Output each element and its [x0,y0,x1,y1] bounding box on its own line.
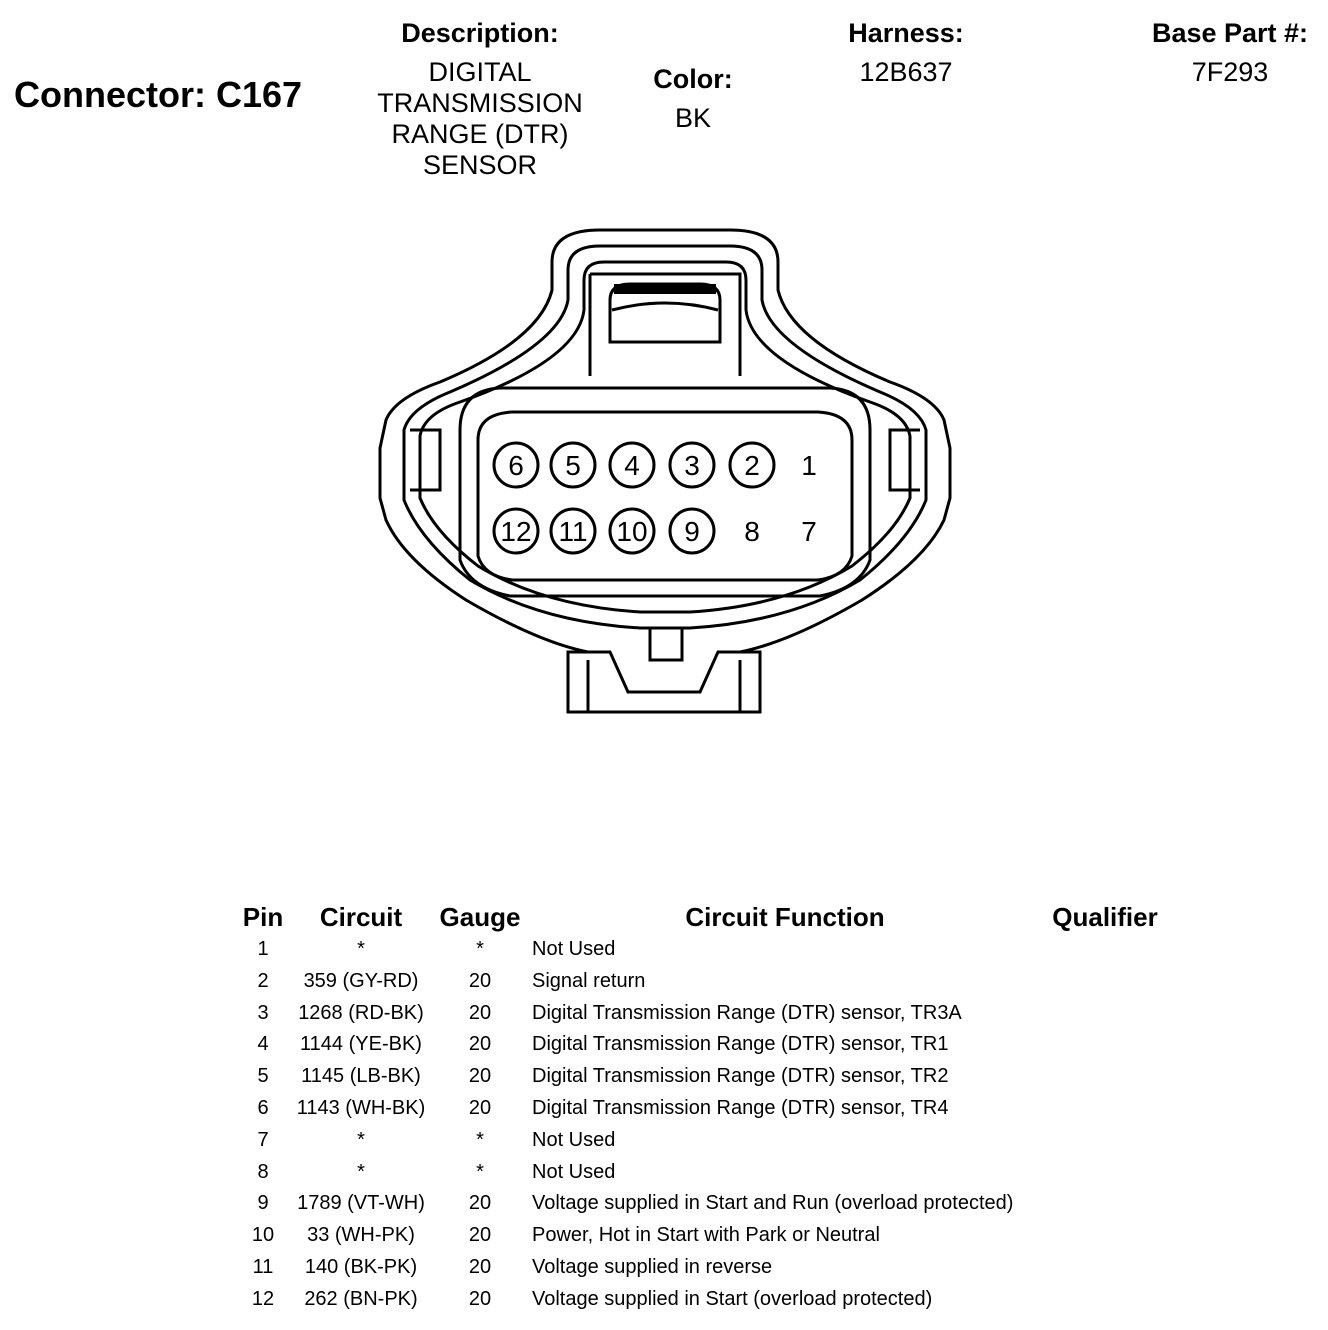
description-line: SENSOR [422,150,538,180]
table-row [0,1002,1328,1034]
table-header-pin: Pin [242,902,284,932]
circuit-cell: 1143 (WH-BK) [296,1097,426,1119]
table-header-qualifier: Qualifier [1052,902,1158,932]
pin-cell: 8 [257,1160,269,1183]
base-part-value: 7F293 [1191,57,1269,87]
gauge-cell: 20 [468,1256,492,1278]
function-cell: Not Used [532,1128,616,1151]
pin-number-label: 3 [684,450,700,481]
pin-cell: 3 [257,1001,269,1024]
description-label: Description: [401,18,559,48]
table-header-circuit: Circuit [319,902,403,932]
gauge-cell: 20 [468,1097,492,1119]
gauge-cell: 20 [468,1224,492,1247]
table-row [0,1288,1328,1320]
table-header-gauge: Gauge [439,902,521,932]
pin-number-label: 1 [801,450,817,481]
table-header-function: Circuit Function [685,902,885,932]
gauge-cell: * [476,938,484,960]
table-row [0,1065,1328,1097]
description-line: TRANSMISSION [377,88,583,118]
color-value: BK [674,103,712,133]
pin-cell: 5 [257,1065,269,1088]
pin-cell: 11 [252,1256,274,1278]
gauge-cell: 20 [468,1192,492,1215]
pin-3 [670,443,714,487]
gauge-cell: 20 [468,1001,492,1024]
latch-tab-band [614,284,716,294]
pin-number-label: 10 [616,516,648,547]
circuit-cell: * [357,1160,365,1183]
pin-2 [730,443,774,487]
table-row [0,970,1328,1002]
gauge-cell: 20 [468,1065,492,1088]
function-cell: Power, Hot in Start with Park or Neutral [532,1224,880,1247]
table-row [0,1192,1328,1224]
pin-cavity-inner [478,412,852,580]
pin-8 [744,516,760,547]
left-rib [410,430,440,490]
table-row [0,1161,1328,1193]
table-row [0,938,1328,970]
pin-11 [551,509,595,553]
function-cell: Digital Transmission Range (DTR) sensor, TR1 [532,1033,949,1056]
circuit-cell: 359 (GY-RD) [303,969,419,992]
pin-7 [801,516,817,547]
pin-cell: 10 [251,1224,275,1247]
description-line: RANGE (DTR) [391,119,569,149]
pin-4 [610,443,654,487]
pin-9 [670,509,714,553]
pin-number-label: 4 [624,450,640,481]
gauge-cell: 20 [468,969,492,992]
circuit-cell: 1789 (VT-WH) [297,1192,425,1215]
function-cell: Digital Transmission Range (DTR) sensor, TR2 [532,1065,949,1088]
pin-number-label: 5 [565,450,581,481]
pin-number-label: 7 [801,516,817,547]
pin-5 [551,443,595,487]
description-line: DIGITAL [428,57,532,87]
circuit-cell: 1268 (RD-BK) [298,1001,424,1024]
right-rib [890,430,920,490]
pin-cell: 1 [257,938,269,960]
pin-10 [610,509,654,553]
function-cell: Signal return [532,969,646,992]
pin-number-label: 8 [744,516,760,547]
circuit-cell: 1144 (YE-BK) [300,1033,422,1056]
gauge-cell: 20 [468,1287,492,1310]
harness-value: 12B637 [859,57,953,87]
function-cell: Digital Transmission Range (DTR) sensor, TR3A [532,1001,962,1024]
pin-1 [801,450,817,481]
bottom-lock [568,652,760,692]
circuit-cell: * [357,938,365,960]
function-cell: Voltage supplied in Start and Run (overload protected) [532,1192,1014,1215]
table-row [0,1097,1328,1129]
connector-housing [380,230,950,712]
pin-number-label: 9 [684,516,700,547]
bottom-notch [650,628,682,660]
gauge-cell: * [476,1128,484,1151]
circuit-cell: 140 (BK-PK) [304,1256,418,1278]
pin-number-label: 6 [508,450,524,481]
pin-cell: 6 [257,1097,269,1119]
pin-number-label: 12 [500,516,532,547]
base-part-label: Base Part #: [1151,18,1309,48]
table-row [0,1129,1328,1161]
pin-cell: 2 [257,969,269,992]
pin-cell: 7 [257,1128,269,1151]
function-cell: Digital Transmission Range (DTR) sensor, TR4 [532,1097,949,1119]
harness-label: Harness: [848,18,964,48]
pin-12 [494,509,538,553]
pin-positions [494,443,817,553]
function-cell: Not Used [532,938,616,960]
gauge-cell: 20 [468,1033,492,1056]
function-cell: Not Used [532,1160,616,1183]
table-row [0,1224,1328,1256]
latch-ridge [612,303,718,310]
function-cell: Voltage supplied in reverse [532,1256,773,1278]
color-label: Color: [653,64,733,94]
table-row [0,1033,1328,1065]
pin-6 [494,443,538,487]
gauge-cell: * [476,1160,484,1183]
circuit-cell: 1145 (LB-BK) [301,1065,421,1088]
circuit-cell: * [357,1128,365,1151]
connector-title: Connector: C167 [14,74,303,115]
pin-number-label: 2 [744,450,760,481]
pin-cell: 9 [257,1192,269,1215]
circuit-cell: 33 (WH-PK) [307,1224,415,1247]
pin-cell: 12 [251,1287,275,1310]
pin-cell: 4 [257,1033,269,1056]
function-cell: Voltage supplied in Start (overload protected) [532,1287,933,1310]
housing-seal-inner [420,262,910,612]
bottom-lock-walls [588,660,740,712]
table-row [0,1256,1328,1288]
circuit-cell: 262 (BN-PK) [304,1287,418,1310]
pin-number-label: 11 [558,516,588,547]
pin-cavity-outer [460,388,870,596]
